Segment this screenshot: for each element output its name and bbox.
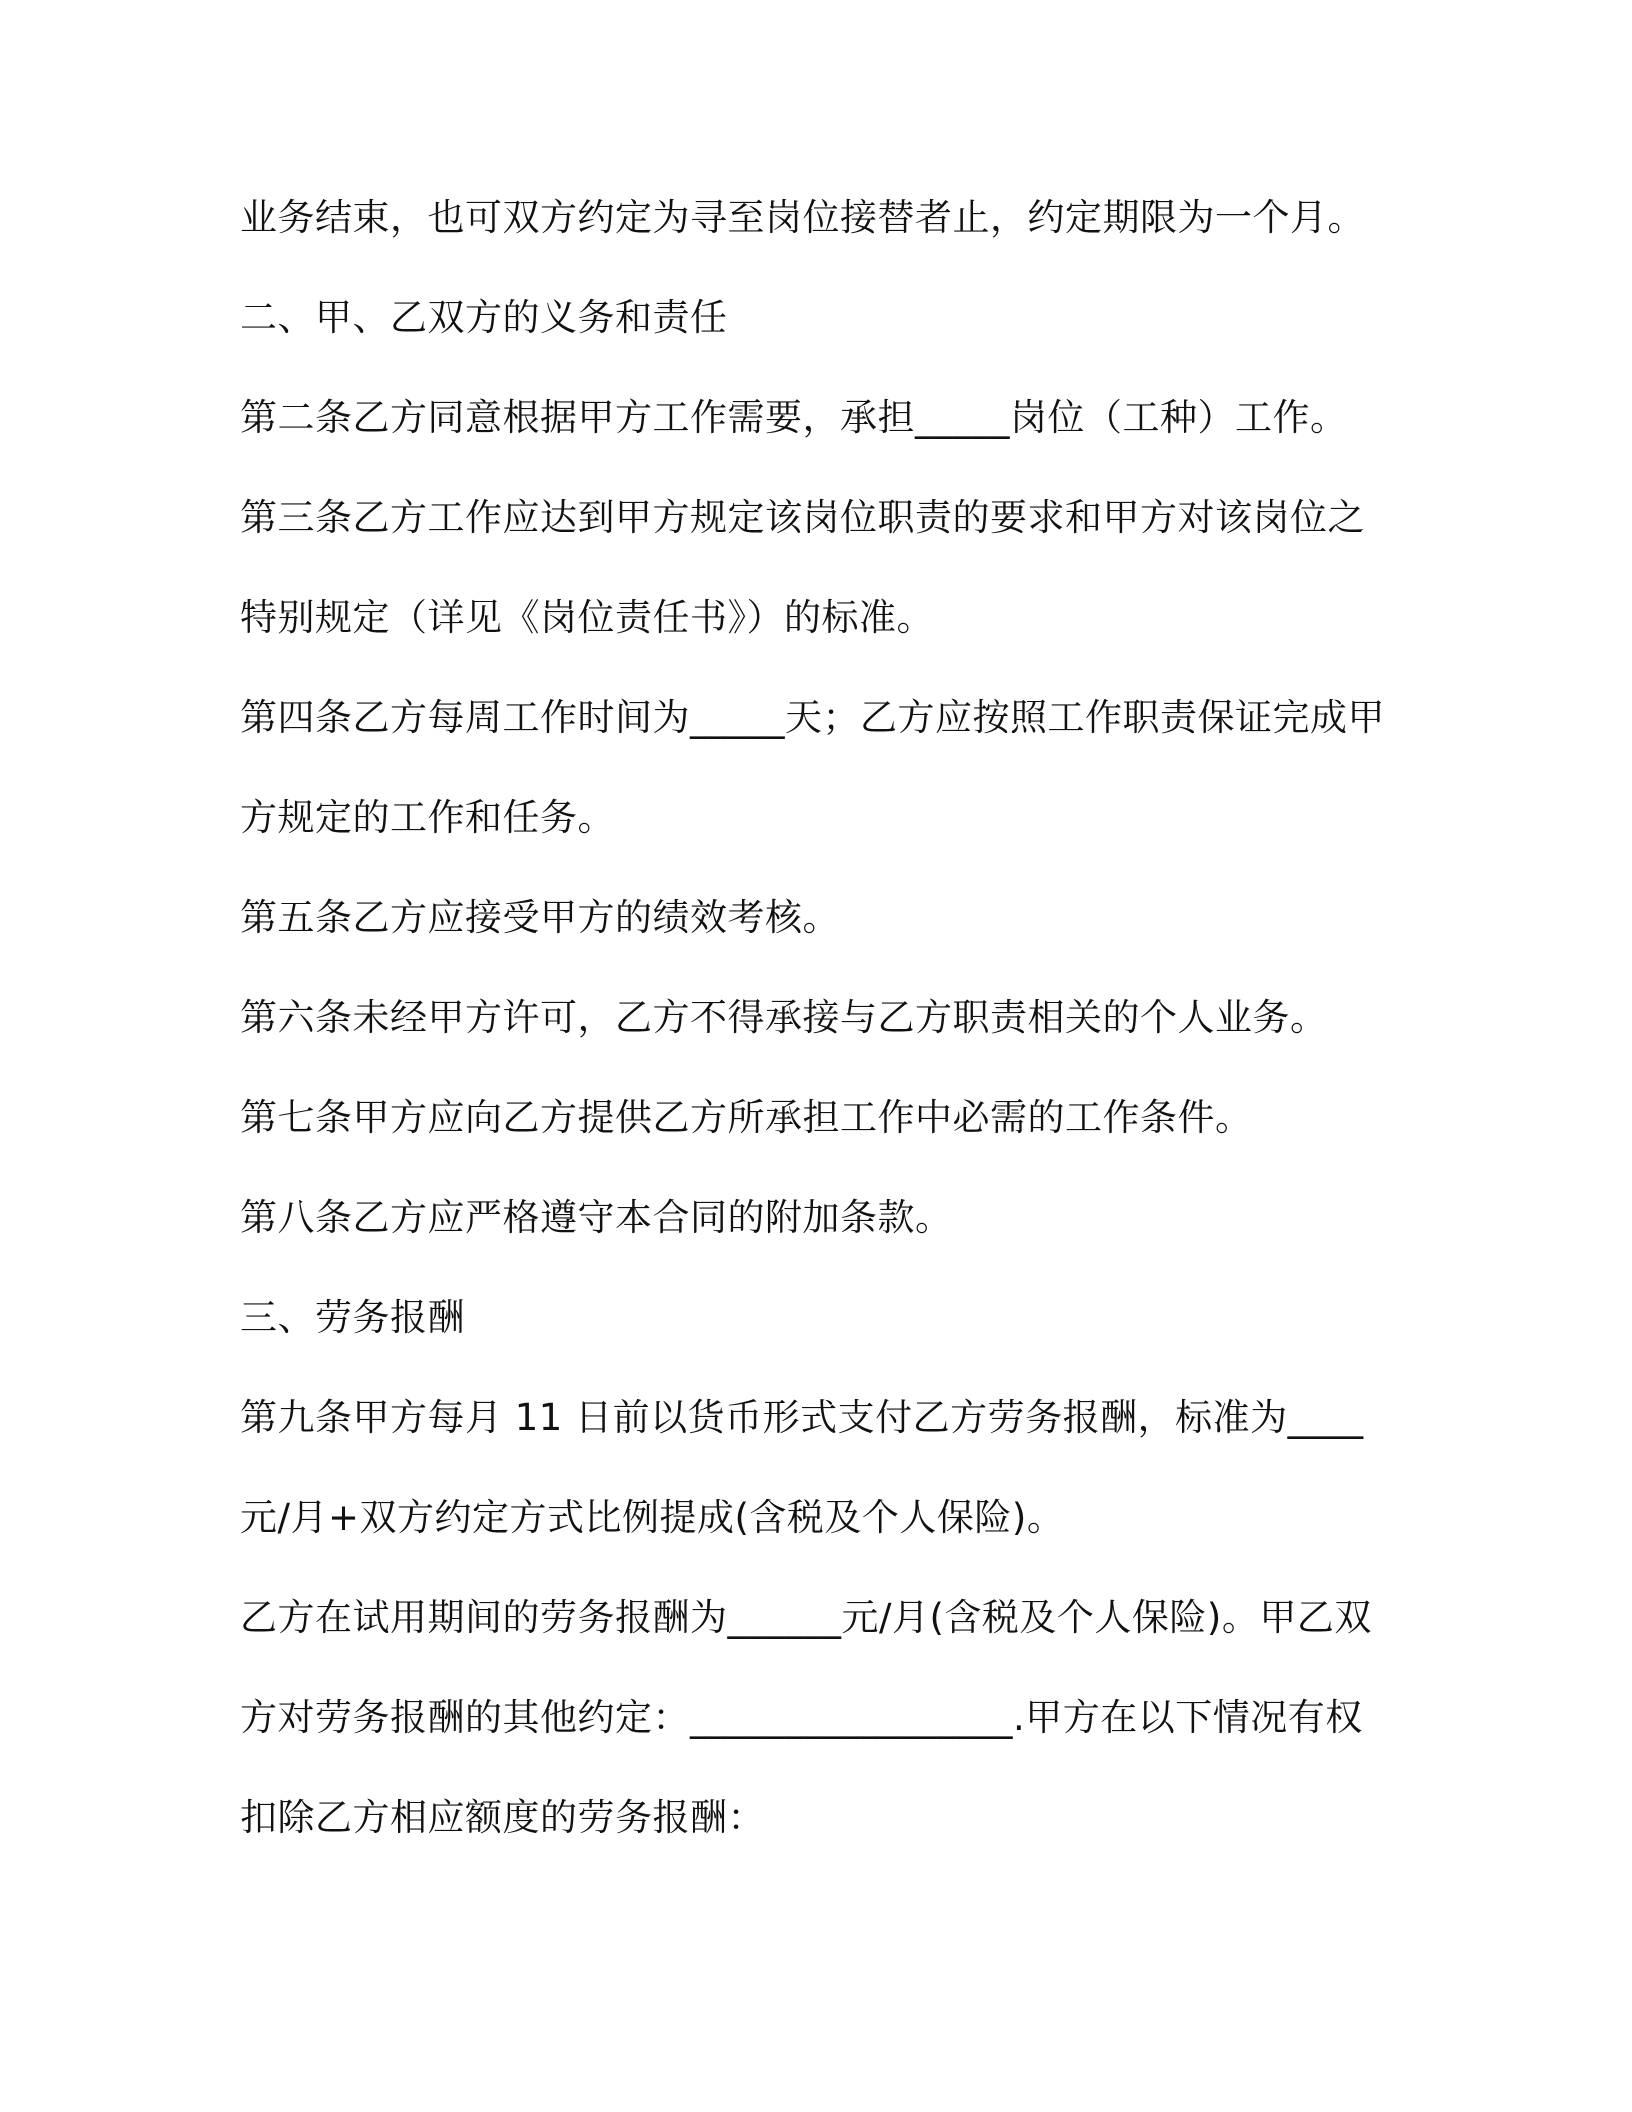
text-line-article-2: 第二条乙方同意根据甲方工作需要，承担_____岗位（工种）工作。 [240, 396, 1348, 439]
text-line-article-4-cont: 方规定的工作和任务。 [240, 796, 615, 839]
section-heading-obligations: 二、甲、乙双方的义务和责任 [240, 296, 728, 339]
text-line-article-5: 第五条乙方应接受甲方的绩效考核。 [240, 896, 840, 939]
text-line-article-3: 第三条乙方工作应达到甲方规定该岗位职责的要求和甲方对该岗位之 [240, 496, 1365, 539]
text-line-article-6: 第六条未经甲方许可，乙方不得承接与乙方职责相关的个人业务。 [240, 996, 1328, 1039]
text-line-article-8: 第八条乙方应严格遵守本合同的附加条款。 [240, 1196, 953, 1239]
text-line-article-9-cont: 元/月+双方约定方式比例提成(含税及个人保险)。 [240, 1496, 1065, 1539]
text-line-article-4: 第四条乙方每周工作时间为_____天；乙方应按照工作职责保证完成甲 [240, 696, 1385, 739]
text-line-other-agreement: 方对劳务报酬的其他约定：_________________.甲方在以下情况有权 [240, 1696, 1363, 1739]
text-line-probation-pay: 乙方在试用期间的劳务报酬为______元/月(含税及个人保险)。甲乙双 [240, 1596, 1372, 1639]
section-heading-remuneration: 三、劳务报酬 [240, 1296, 465, 1339]
text-line-deduction: 扣除乙方相应额度的劳务报酬： [240, 1796, 765, 1839]
text-line-article-9: 第九条甲方每月 11 日前以货币形式支付乙方劳务报酬，标准为____ [240, 1396, 1364, 1439]
text-line-article-3-cont: 特别规定（详见《岗位责任书》）的标准。 [240, 596, 934, 639]
text-line-term-end: 业务结束，也可双方约定为寻至岗位接替者止，约定期限为一个月。 [240, 196, 1365, 239]
text-line-article-7: 第七条甲方应向乙方提供乙方所承担工作中必需的工作条件。 [240, 1096, 1253, 1139]
